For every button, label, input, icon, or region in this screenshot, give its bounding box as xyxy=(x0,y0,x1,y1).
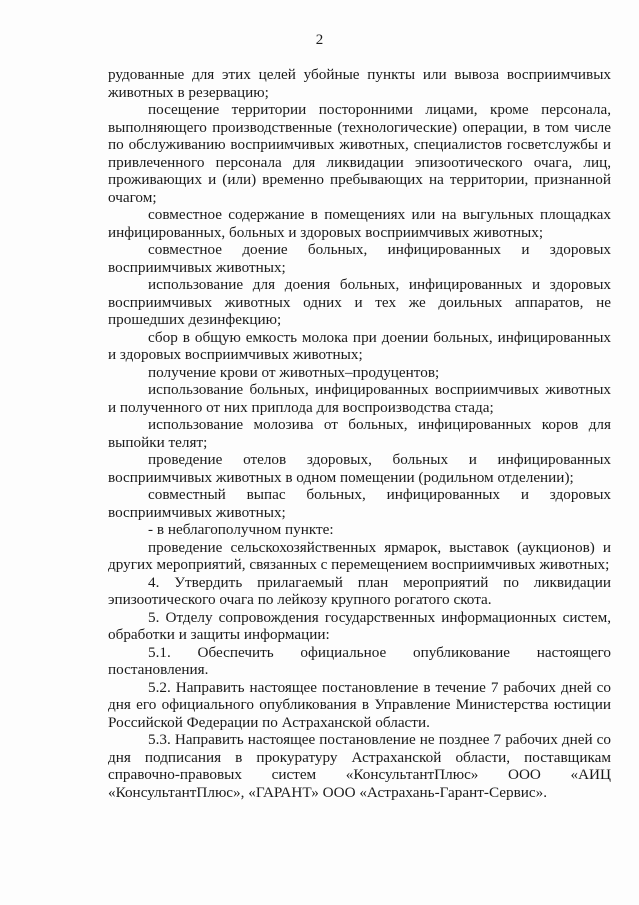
paragraph: 5.1. Обеспечить официальное опубликование настоящего постановления. xyxy=(108,643,611,678)
paragraph: 5. Отделу сопровождения государственных информационных систем, обработки и защиты информации: xyxy=(108,608,611,643)
page-number: 2 xyxy=(315,32,324,48)
document-body xyxy=(108,66,611,801)
paragraph: 5.3. Направить настоящее постановление не позднее 7 рабочих дней со дня подписания в прокуратуру Астраханской области, поставщикам справочно-правовых систем «КонсультантПлюс» ООО «АИЦ «КонсультантПлюс», «ГАРАНТ» ООО «Астрахань-Гарант-Сервис». xyxy=(108,731,611,801)
paragraph: сбор в общую емкость молока при доении больных, инфицированных и здоровых восприимчивых животных; xyxy=(108,328,611,363)
paragraph: рудованные для этих целей убойные пункты или вывоза восприимчивых животных в резервацию; xyxy=(108,66,611,101)
paragraph: использование больных, инфицированных восприимчивых животных и полученного от них приплода для воспроизводства стада; xyxy=(108,381,611,416)
paragraph: проведение отелов здоровых, больных и инфицированных восприимчивых животных в одном помещении (родильном отделении); xyxy=(108,451,611,486)
paragraph: 5.2. Направить настоящее постановление в течение 7 рабочих дней со дня его официального опубликования в Управление Министерства юстиции Российской Федерации по Астраханской области. xyxy=(108,678,611,731)
paragraph: посещение территории посторонними лицами, кроме персонала, выполняющего производственные (технологические) операции, в том числе по обслуживанию восприимчивых животных, специалистов госветслужбы и привлеченного персонала для ликвидации эпизоотического очага, лиц, проживающих и (или) временно пребывающих на территории, признанной очагом; xyxy=(108,101,611,206)
paragraph: 4. Утвердить прилагаемый план мероприятий по ликвидации эпизоотического очага по лейкозу крупного рогатого скота. xyxy=(108,573,611,608)
paragraph: совместное содержание в помещениях или на выгульных площадках инфицированных, больных и здоровых восприимчивых животных; xyxy=(108,206,611,241)
paragraph: получение крови от животных–продуцентов; xyxy=(148,363,440,381)
paragraph: - в неблагополучном пункте: xyxy=(148,521,334,538)
paragraph: совместный выпас больных, инфицированных и здоровых восприимчивых животных; xyxy=(108,486,611,521)
paragraph: совместное доение больных, инфицированных и здоровых восприимчивых животных; xyxy=(108,241,611,276)
paragraph: проведение сельскохозяйственных ярмарок, выставок (аукционов) и других мероприятий, связанных с перемещением восприимчивых животных; xyxy=(108,538,611,573)
paragraph: использование молозива от больных, инфицированных коров для выпойки телят; xyxy=(108,416,611,451)
paragraph: использование для доения больных, инфицированных и здоровых восприимчивых животных одних и тех же доильных аппаратов, не прошедших дезинфекцию; xyxy=(108,276,611,328)
